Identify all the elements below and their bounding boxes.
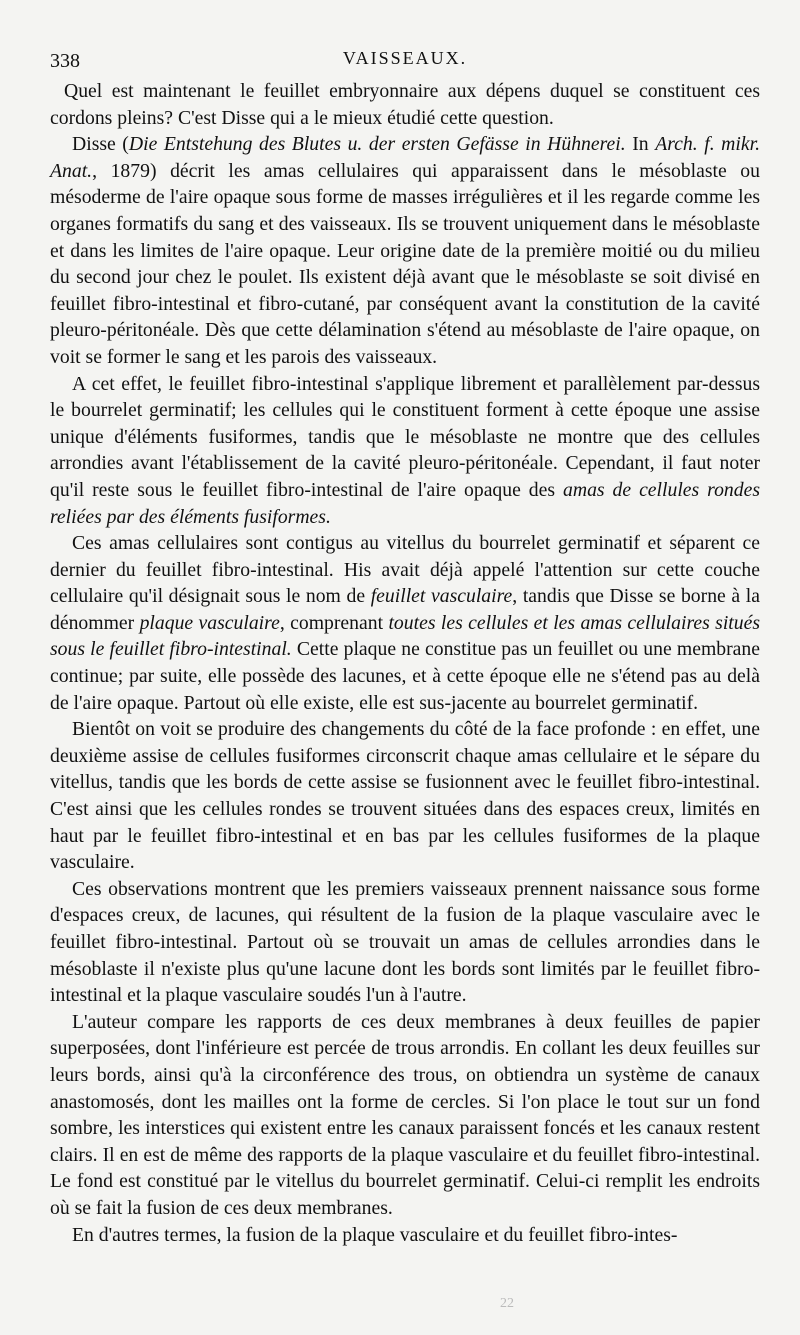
text-run: In bbox=[625, 133, 656, 156]
text-run: L'auteur compare les rapports de ces deux membranes à deux feuilles de papier superposées, dont l'inférieure est percée de trous arrondis. En collant les deux feuilles sur leurs bords, ainsi qu'à la circonférence des trous, on obtiendra un système de canaux anastomosés, dont les mailles ont la forme de cercles. Si l'on place le tout sur un fond sombre, les interstices qui existent entre les canaux paraissent foncés et les canaux restent clairs. Il en est de même des rapports de la plaque vasculaire et du feuillet fibro-intestinal. Le fond est constitué par le vitellus du bourrelet germinatif. Celui-ci remplit les endroits où se fait la fusion de ces deux membranes. bbox=[50, 1010, 760, 1219]
paragraph bbox=[50, 131, 760, 370]
text-run: Bientôt on voit se produire des changements du côté de la face profonde : en effet, une deuxième assise de cellules fusiformes circonscrit chaque amas cellulaire et le sépare du vitellus, tandis que les bords de cette assise se fusionnent avec le feuillet fibro-intestinal. C'est ainsi que les cellules rondes se trouvent situées dans des espaces creux, limités en haut par le feuillet fibro-intestinal et en bas par les cellules fusiformes de la plaque vasculaire. bbox=[50, 718, 760, 874]
paragraph bbox=[50, 1222, 760, 1249]
italic-text: Die Entstehung des Blutes u. der ersten Gefässe in Hühnerei. bbox=[128, 133, 626, 156]
signature-mark: 22 bbox=[500, 1296, 514, 1311]
page-number: 338 bbox=[50, 50, 80, 72]
text-run: , tandis que Disse se borne à la dénommer bbox=[50, 585, 760, 634]
text-run: Cette plaque ne constitue pas un feuillet ou une membrane continue; par suite, elle possède des lacunes, et à cette époque elle ne s'étend pas au delà de l'aire opaque. Partout où elle existe, elle est sus-jacente au bourrelet germinatif. bbox=[50, 638, 760, 714]
paragraph bbox=[50, 371, 760, 531]
page-header bbox=[50, 40, 760, 74]
text-run: Ces amas cellulaires sont contigus au vitellus du bourrelet germinatif et séparent ce dernier du feuillet fibro-intestinal. His avait déjà appelé l'attention sur cette couche cellulaire qu'il désignait sous le nom de bbox=[50, 532, 760, 608]
italic-text: amas de cellules rondes reliées par des éléments fusiformes. bbox=[50, 478, 761, 528]
paragraph bbox=[50, 78, 760, 131]
paragraph bbox=[50, 530, 760, 716]
text-run: Ces observations montrent que les premiers vaisseaux prennent naissance sous forme d'espaces creux, de lacunes, qui résultent de la fusion de la plaque vasculaire avec le feuillet fibro-intestinal. Partout où se trouvait un amas de cellules arrondies dans le mésoblaste il n'existe plus qu'une lacune dont les bords sont limités par le feuillet fibro-intestinal et la plaque vasculaire soudés l'un à l'autre. bbox=[50, 877, 760, 1007]
paragraph bbox=[50, 876, 760, 1009]
running-title: VAISSEAUX. bbox=[342, 48, 468, 68]
body-text bbox=[50, 78, 760, 1248]
text-run: Quel est maintenant le feuillet embryonnaire aux dépens duquel se constituent ces cordons pleins? C'est Disse qui a le mieux étudié cette question. bbox=[50, 80, 760, 129]
italic-text: Arch. f. mikr. Anat. bbox=[50, 133, 761, 182]
text-run: , 1879) décrit les amas cellulaires qui apparaissent dans le mésoblaste ou mésoderme de l'aire opaque sous forme de masses irrégulières et il les regarde comme les organes formatifs du sang et des vaisseaux. Ils se trouvent uniquement dans le mésoblaste et dans les limites de l'aire opaque. Leur origine date de la première moitié ou du milieu du second jour chez le poulet. Ils existent déjà avant que le mésoblaste se soit divisé en feuillet fibro-intestinal et fibro-cutané, par conséquent avant la constitution de la cavité pleuro-péritonéale. Dès que cette délamination s'étend au mésoblaste de l'aire opaque, on voit se former le sang et les parois des vaisseaux. bbox=[50, 159, 760, 368]
text-run: En d'autres termes, la fusion de la plaque vasculaire et du feuillet fibro-intes- bbox=[72, 1223, 678, 1246]
text-run: Disse ( bbox=[72, 133, 129, 156]
italic-text: plaque vasculaire bbox=[139, 611, 280, 634]
italic-text: feuillet vasculaire bbox=[370, 585, 513, 608]
italic-text: toutes les cellules et les amas cellulaires situés sous le feuillet fibro-intestinal. bbox=[50, 611, 760, 661]
paragraph bbox=[50, 716, 760, 876]
text-run: , comprenant bbox=[279, 611, 389, 634]
paragraph bbox=[50, 1009, 760, 1222]
text-run: A cet effet, le feuillet fibro-intestinal s'applique librement et parallèlement par-dessus le bourrelet germinatif; les cellules qui le constituent forment à cette époque une assise unique d'éléments fusiformes, tandis que le mésoblaste ne montre que des cellules arrondies avant l'établissement de la cavité pleuro-péritonéale. Cependant, il faut noter qu'il reste sous le feuillet fibro-intestinal de l'aire opaque des bbox=[50, 372, 760, 501]
